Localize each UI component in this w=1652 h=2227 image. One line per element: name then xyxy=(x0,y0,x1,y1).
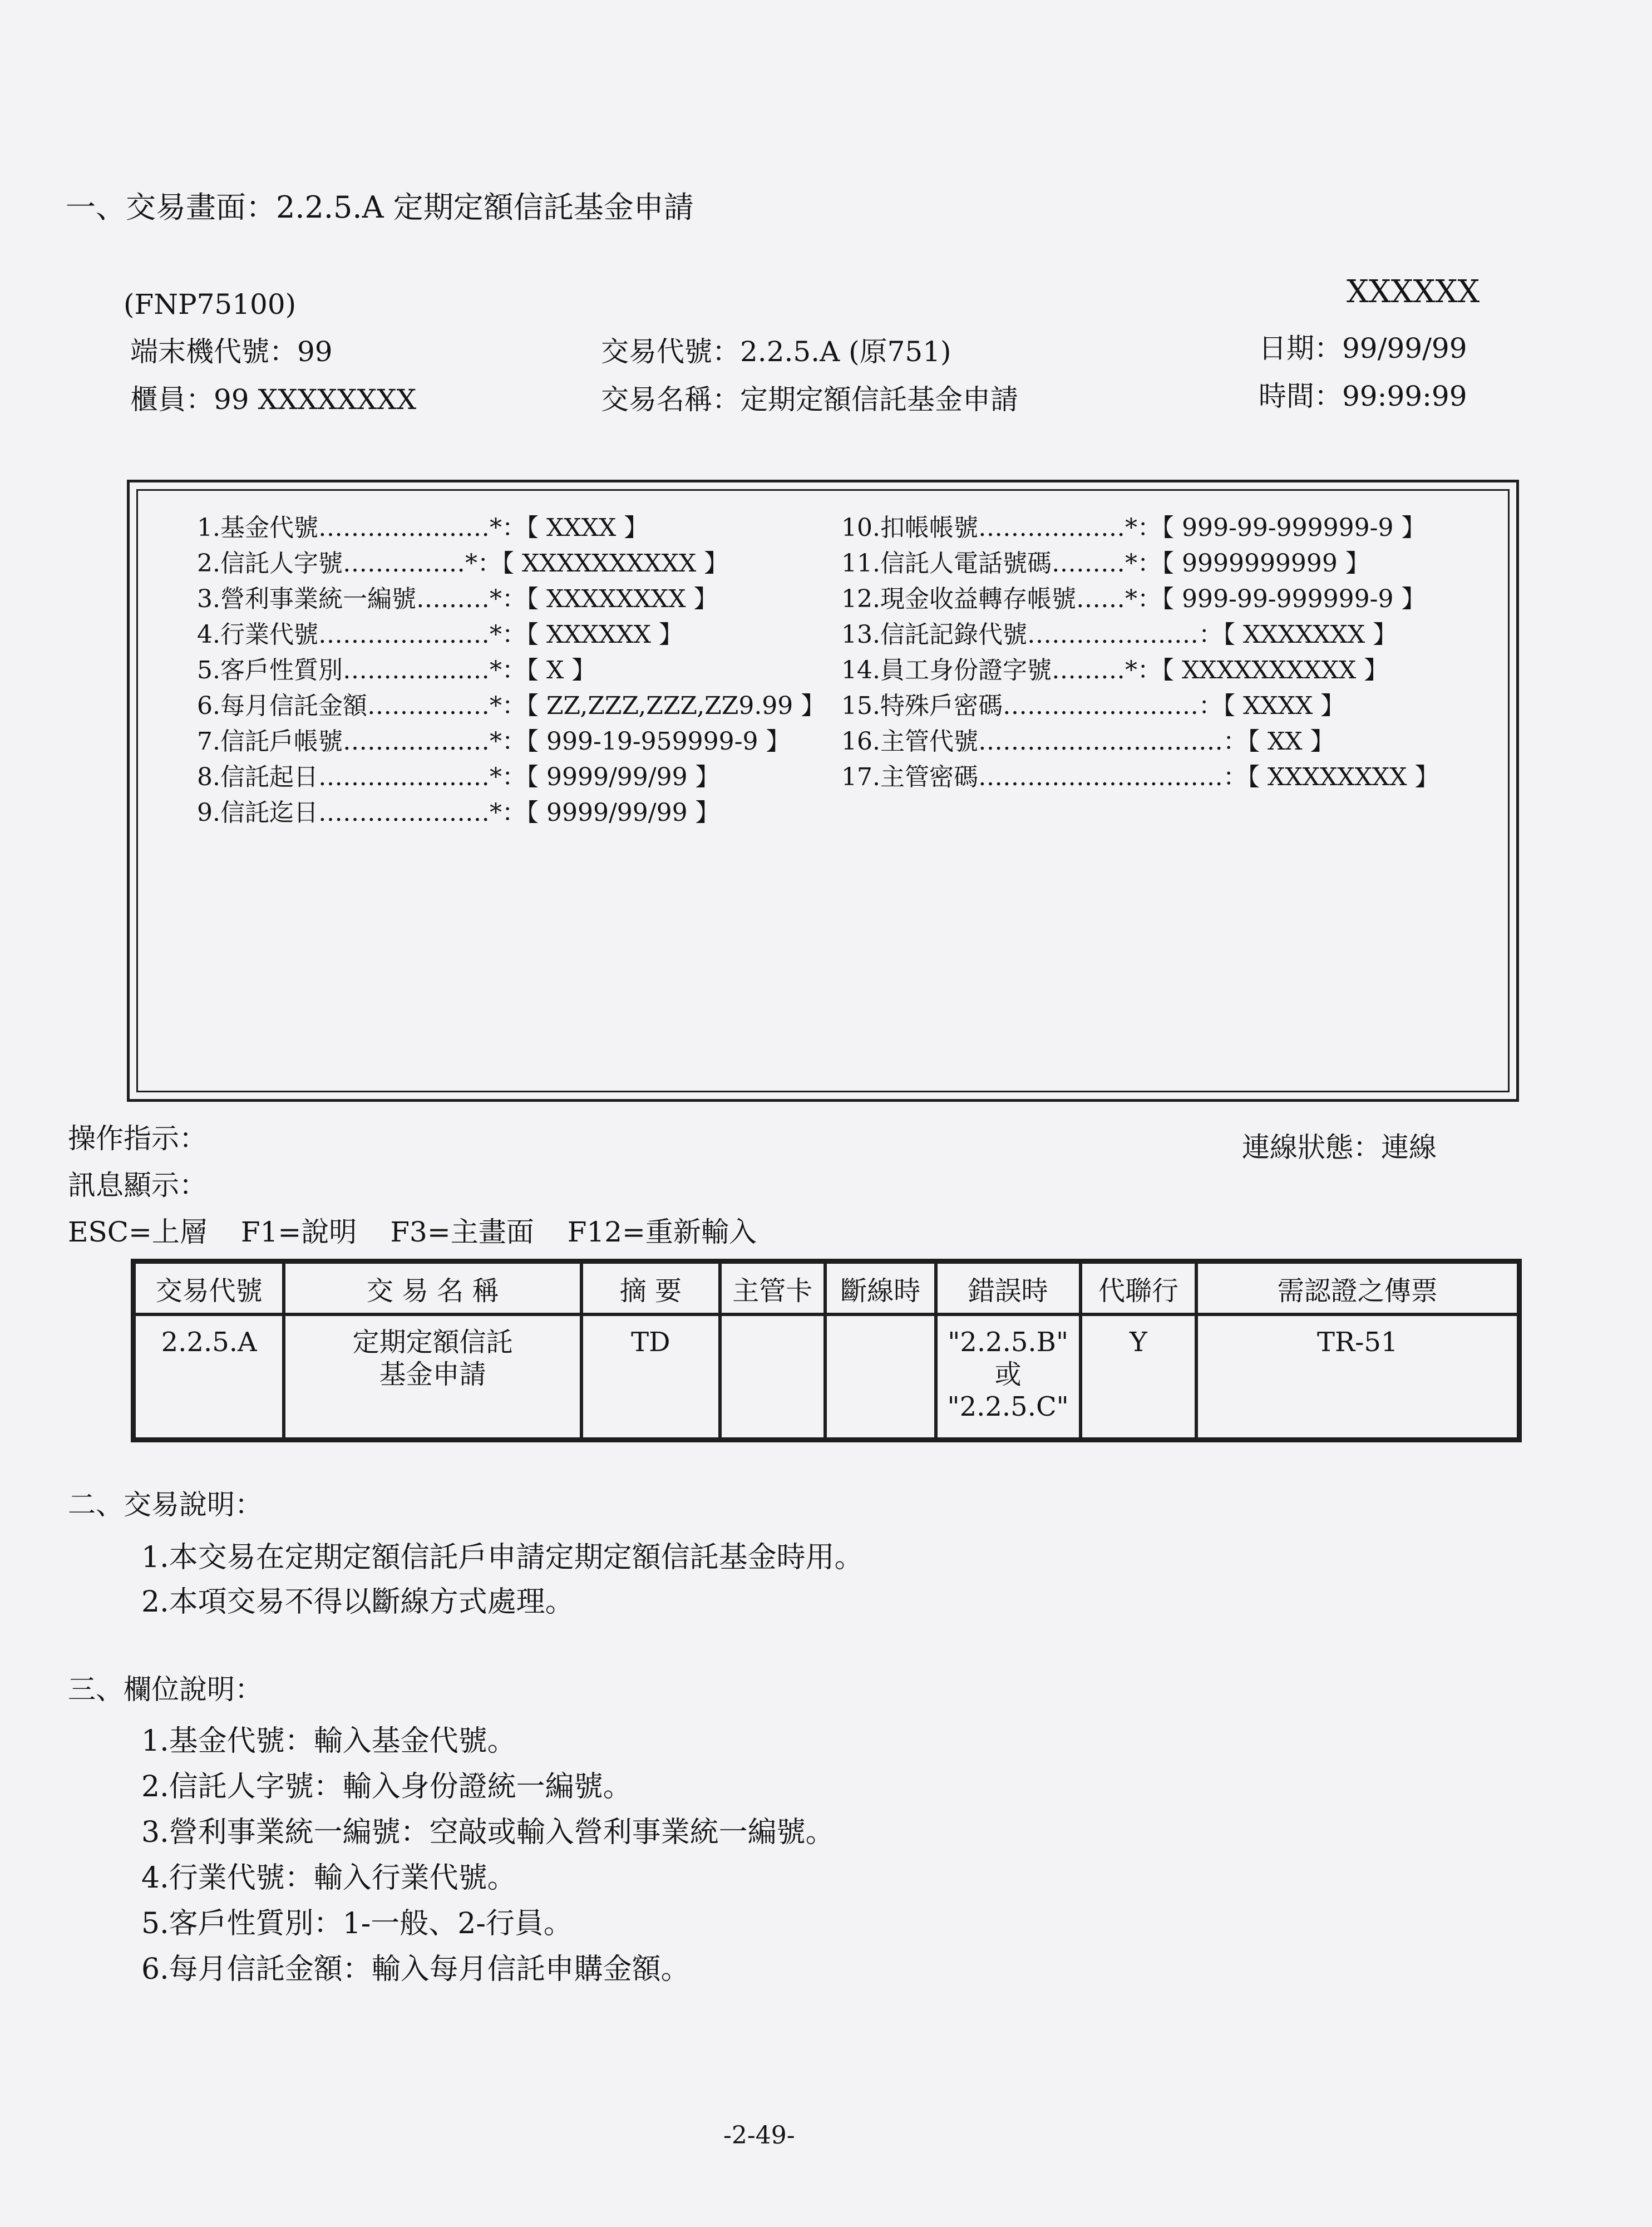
field-value[interactable]: 【 XXXXXXXXXX 】 xyxy=(501,549,729,578)
field-value[interactable]: 【 XXXXXXXX 】 xyxy=(526,585,718,613)
field-value[interactable]: 【 999-19-959999-9 】 xyxy=(526,727,791,756)
field-start-date xyxy=(197,757,720,790)
top-right-code: XXXXXX xyxy=(1347,274,1480,310)
field-label: 6.每月信託金額……………*： xyxy=(197,692,526,720)
field-label: 10.扣帳帳號………………*： xyxy=(841,514,1162,542)
section2-title: 二、交易說明： xyxy=(68,1489,263,1521)
field-trustor-phone xyxy=(841,543,1370,577)
field-employee-id xyxy=(841,650,1388,683)
table-header-row xyxy=(134,1262,1518,1314)
f3-key[interactable]: F3=主畫面 xyxy=(390,1216,534,1248)
field-end-date xyxy=(197,792,720,826)
transaction-table xyxy=(131,1259,1522,1442)
field-customer-type xyxy=(197,650,596,683)
section3-item: 3.營利事業統一編號：空敲或輸入營利事業統一編號。 xyxy=(141,1816,835,1849)
operation-hint: 操作指示： xyxy=(68,1122,207,1155)
cell-error-line3: "2.2.5.C" xyxy=(947,1391,1069,1422)
terminal-code: 端末機代號：99 xyxy=(130,336,333,368)
function-keys xyxy=(68,1210,757,1250)
field-value[interactable]: 【 XXXXXX 】 xyxy=(526,620,683,649)
section3-title: 三、欄位說明： xyxy=(68,1673,263,1706)
cell-agent-bank: Y xyxy=(1081,1314,1197,1439)
field-fund-code xyxy=(197,508,648,541)
cell-offline xyxy=(825,1314,936,1439)
table-row xyxy=(134,1314,1518,1439)
cell-error xyxy=(936,1314,1081,1439)
program-id: (FNP75100) xyxy=(124,288,297,321)
field-value[interactable]: 【 ZZ,ZZZ,ZZZ,ZZ9.99 】 xyxy=(526,692,826,720)
field-label: 3.營利事業統一編號………*： xyxy=(197,585,526,613)
field-label: 9.信託迄日…………………*： xyxy=(197,799,526,827)
page-number: -2-49- xyxy=(723,2121,795,2150)
header-cell: 需認證之傳票 xyxy=(1196,1262,1518,1314)
field-monthly-amount xyxy=(197,686,825,719)
field-supervisor-code xyxy=(841,721,1335,755)
header-cell: 交 易 名 稱 xyxy=(284,1262,581,1314)
transaction-code: 交易代號：2.2.5.A (原751) xyxy=(601,336,951,368)
section3-item: 1.基金代號：輸入基金代號。 xyxy=(141,1725,516,1758)
field-value[interactable]: 【 X 】 xyxy=(526,656,596,684)
field-label: 2.信託人字號……………*： xyxy=(197,549,502,578)
field-value[interactable]: 【 XX 】 xyxy=(1247,727,1335,756)
field-value[interactable]: 【 9999/99/99 】 xyxy=(526,799,720,827)
header-cell: 主管卡 xyxy=(720,1262,825,1314)
header-cell: 斷線時 xyxy=(825,1262,936,1314)
field-label: 12.現金收益轉存帳號……*： xyxy=(841,585,1162,613)
field-value[interactable]: 【 XXXX 】 xyxy=(526,514,649,542)
cell-name-line1: 定期定額信託 xyxy=(352,1327,513,1358)
section3-item: 5.客戶性質別：1-一般、2-行員。 xyxy=(141,1907,573,1940)
cell-voucher: TR-51 xyxy=(1196,1314,1518,1439)
field-value[interactable]: 【 999-99-999999-9 】 xyxy=(1161,514,1426,542)
field-trust-account xyxy=(197,721,791,755)
transaction-name: 交易名稱：定期定額信託基金申請 xyxy=(601,383,1018,416)
field-value[interactable]: 【 999-99-999999-9 】 xyxy=(1161,585,1426,613)
field-label: 5.客戶性質別………………*： xyxy=(197,656,526,684)
field-label: 7.信託戶帳號………………*： xyxy=(197,727,526,756)
cell-name-line2: 基金申請 xyxy=(379,1359,486,1390)
header-cell: 摘 要 xyxy=(581,1262,720,1314)
cell-error-line1: "2.2.5.B" xyxy=(948,1327,1069,1358)
cell-supervisor-card xyxy=(720,1314,825,1439)
cell-error-line2: 或 xyxy=(994,1359,1022,1390)
field-debit-account xyxy=(841,508,1426,541)
field-label: 8.信託起日…………………*： xyxy=(197,763,526,791)
field-label: 1.基金代號…………………*： xyxy=(197,514,526,542)
field-label: 17.主管密碼…………………………： xyxy=(841,763,1247,791)
f12-key[interactable]: F12=重新輸入 xyxy=(567,1216,757,1248)
field-trustor-id xyxy=(197,543,728,577)
field-dividend-account xyxy=(841,579,1426,612)
field-special-password xyxy=(841,686,1345,719)
header-cell: 代聯行 xyxy=(1081,1262,1197,1314)
field-label: 16.主管代號…………………………： xyxy=(841,727,1247,756)
cell-code: 2.2.5.A xyxy=(134,1314,284,1439)
field-industry-code xyxy=(197,614,683,648)
date-field: 日期：99/99/99 xyxy=(1259,332,1467,364)
field-label: 11.信託人電話號碼………*： xyxy=(841,549,1162,578)
section3-item: 4.行業代號：輸入行業代號。 xyxy=(141,1861,516,1895)
header-cell: 錯誤時 xyxy=(936,1262,1081,1314)
esc-key[interactable]: ESC=上層 xyxy=(68,1216,208,1248)
header-cell: 交易代號 xyxy=(134,1262,284,1314)
section2-item: 1.本交易在定期定額信託戶申請定期定額信託基金時用。 xyxy=(141,1541,864,1574)
cell-name xyxy=(284,1314,581,1439)
field-label: 14.員工身份證字號………*： xyxy=(841,656,1162,684)
connection-status: 連線狀態：連線 xyxy=(1242,1131,1437,1164)
message-display: 訊息顯示： xyxy=(68,1169,207,1201)
section2-item: 2.本項交易不得以斷線方式處理。 xyxy=(141,1585,574,1619)
field-value[interactable]: 【 XXXX 】 xyxy=(1222,692,1345,720)
f1-key[interactable]: F1=說明 xyxy=(240,1216,357,1248)
cell-summary: TD xyxy=(581,1314,720,1439)
field-value[interactable]: 【 XXXXXXXXXX 】 xyxy=(1161,656,1389,684)
time-field: 時間：99:99:99 xyxy=(1259,380,1467,412)
field-label: 15.特殊戶密碼……………………： xyxy=(841,692,1223,720)
field-label: 13.信託記錄代號…………………： xyxy=(841,620,1223,649)
field-value[interactable]: 【 XXXXXXXX 】 xyxy=(1247,763,1439,791)
field-value[interactable]: 【 9999999999 】 xyxy=(1161,549,1370,578)
section1-title: 一、交易畫面：2.2.5.A 定期定額信託基金申請 xyxy=(66,190,694,225)
field-business-id xyxy=(197,579,718,612)
field-label: 4.行業代號…………………*： xyxy=(197,620,526,649)
section3-item: 6.每月信託金額：輸入每月信託申購金額。 xyxy=(141,1953,690,1986)
section3-item: 2.信託人字號：輸入身份證統一編號。 xyxy=(141,1770,632,1804)
teller: 櫃員：99 XXXXXXXX xyxy=(130,383,417,416)
field-supervisor-password xyxy=(841,757,1439,790)
field-value[interactable]: 【 9999/99/99 】 xyxy=(526,763,720,791)
field-record-code xyxy=(841,614,1397,648)
field-value[interactable]: 【 XXXXXXX 】 xyxy=(1222,620,1398,649)
